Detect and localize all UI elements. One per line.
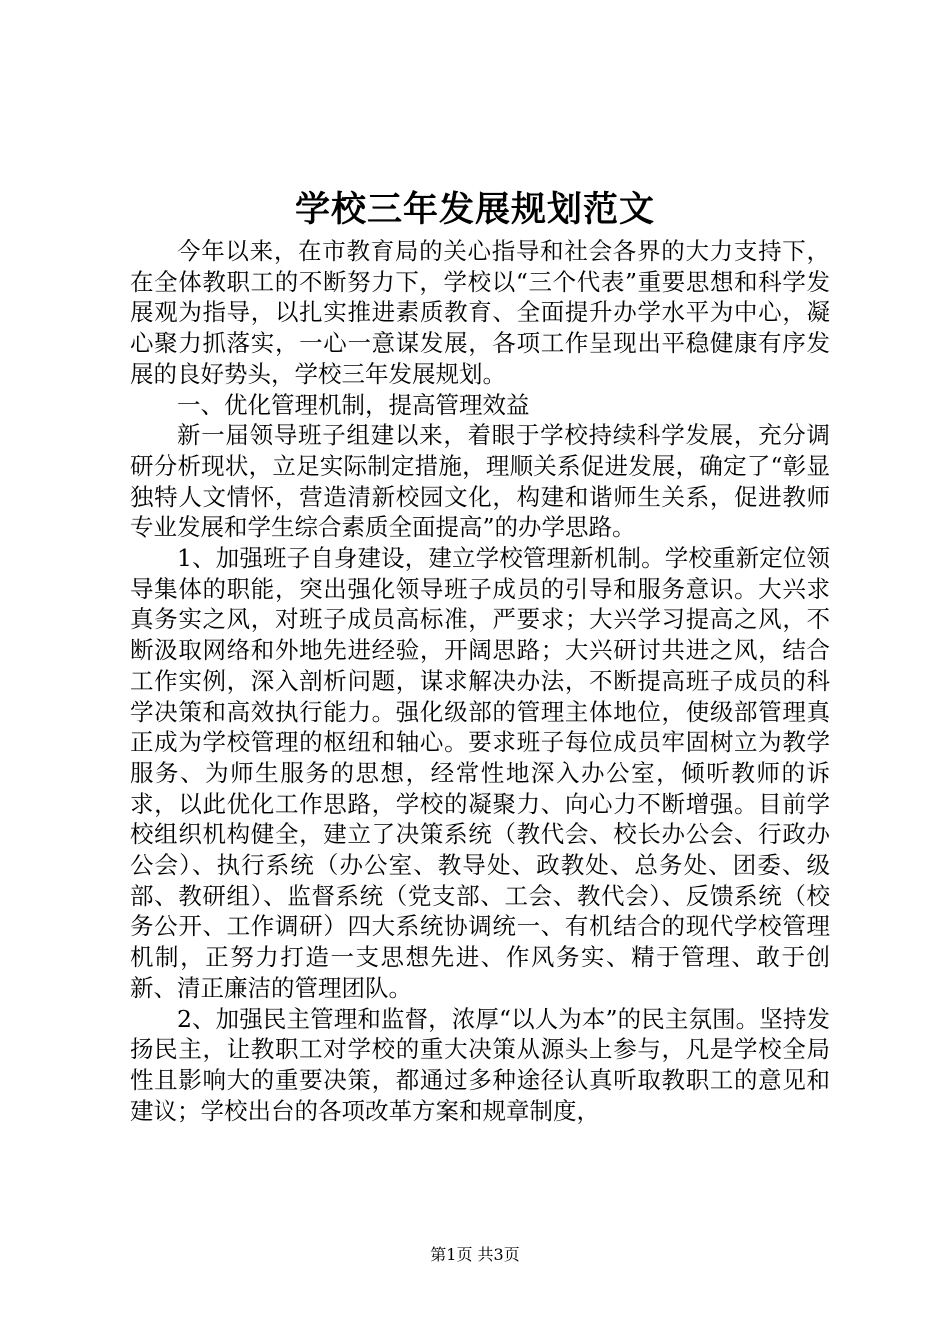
page-number-footer: 第1页 共3页 [430, 1245, 520, 1264]
paragraph-item-1: 1、加强班子自身建设，建立学校管理新机制。学校重新定位领导集体的职能，突出强化领导班子成员的引导和服务意识。大兴求真务实之风，对班子成员高标准，严要求；大兴学习提高之风，不断汲取网络和外地先进经验，开阔思路；大兴研讨共进之风，结合工作实例，深入剖析问题，谋求解决办法，不断提高班子成员的科学决策和高效执行能力。强化级部的管理主体地位，使级部管理真正成为学校管理的枢纽和轴心。要求班子每位成员牢固树立为教学服务、为师生服务的思想，经常性地深入办公室，倾听教师的诉求，以此优化工作思路，学校的凝聚力、向心力不断增强。目前学校组织机构健全，建立了决策系统（教代会、校长办公会、行政办公会）、执行系统（办公室、教导处、政教处、总务处、团委、级部、教研组）、监督系统（党支部、工会、教代会）、反馈系统（校务公开、工作调研）四大系统协调统一、有机结合的现代学校管理机制，正努力打造一支思想先进、作风务实、精于管理、敢于创新、清正廉洁的管理团队。 [130, 544, 830, 1002]
paragraph-item-2: 2、加强民主管理和监督，浓厚“以人为本”的民主氛围。坚持发扬民主，让教职工对学校的重大决策从源头上参与，凡是学校全局性且影响大的重要决策，都通过多种途径认真听取教职工的意见和建议；学校出台的各项改革方案和规章制度， [130, 1004, 830, 1125]
paragraph-intro: 今年以来，在市教育局的关心指导和社会各界的大力支持下，在全体教职工的不断努力下，学校以“三个代表”重要思想和科学发展观为指导，以扎实推进素质教育、全面提升办学水平为中心，凝心聚力抓落实，一心一意谋发展，各项工作呈现出平稳健康有序发展的良好势头，学校三年发展规划。 [130, 237, 830, 388]
document-title: 学校三年发展规划范文 [294, 189, 655, 230]
paragraph-section-intro: 新一届领导班子组建以来，着眼于学校持续科学发展，充分调研分析现状，立足实际制定措施，理顺关系促进发展，确定了“彰显独特人文情怀，营造清新校园文化，构建和谐师生关系，促进教师专业发展和学生综合素质全面提高”的办学思路。 [130, 421, 830, 542]
document-body [130, 236, 830, 1126]
section-heading: 一、优化管理机制，提高管理效益 [177, 390, 530, 419]
